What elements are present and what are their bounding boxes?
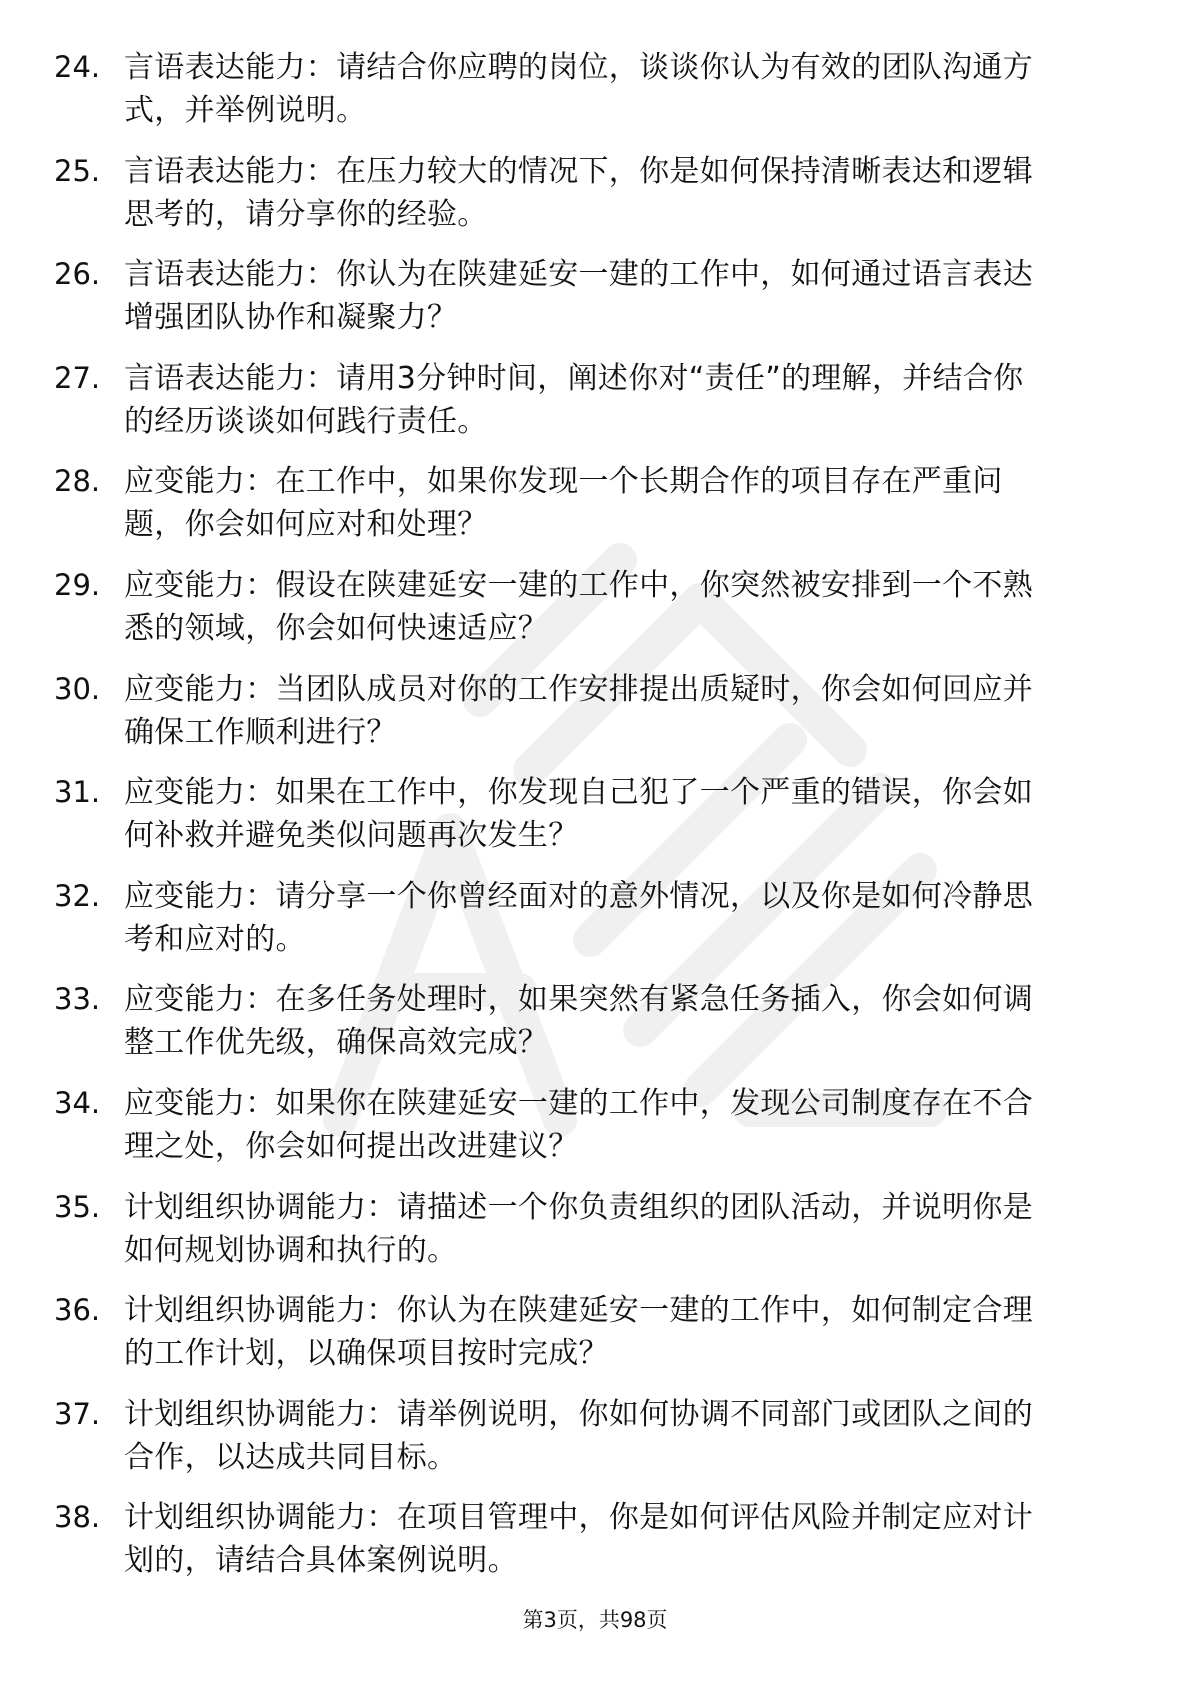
question-item	[54, 46, 1134, 150]
question-number: 28.	[54, 464, 101, 499]
question-item	[54, 150, 1134, 254]
question-text: 计划组织协调能力：在项目管理中，你是如何评估风险并制定应对计划的，请结合具体案例说明。	[124, 1500, 1033, 1579]
question-number: 33.	[54, 982, 101, 1017]
question-text: 应变能力：如果你在陕建延安一建的工作中，发现公司制度存在不合理之处，你会如何提出改进建议？	[124, 1085, 1033, 1164]
question-number: 30.	[54, 671, 101, 706]
question-number: 32.	[54, 878, 101, 913]
question-number: 37.	[54, 1396, 101, 1431]
question-text: 计划组织协调能力：请描述一个你负责组织的团队活动，并说明你是如何规划协调和执行的。	[124, 1189, 1033, 1268]
question-number: 38.	[54, 1500, 101, 1535]
question-item	[54, 1289, 1134, 1393]
question-item	[54, 1496, 1134, 1600]
page-footer: 第3页，共98页	[522, 1608, 668, 1632]
question-item	[54, 978, 1134, 1082]
question-text: 应变能力：如果在工作中，你发现自己犯了一个严重的错误，你会如何补救并避免类似问题再次发生？	[124, 775, 1033, 854]
question-item	[54, 875, 1134, 979]
question-item	[54, 460, 1134, 564]
question-text: 计划组织协调能力：你认为在陕建延安一建的工作中，如何制定合理的工作计划，以确保项目按时完成？	[124, 1293, 1033, 1372]
question-text: 言语表达能力：在压力较大的情况下，你是如何保持清晰表达和逻辑思考的，请分享你的经验。	[124, 153, 1033, 232]
question-number: 25.	[54, 153, 101, 188]
question-item	[54, 253, 1134, 357]
question-list	[54, 46, 1134, 1600]
question-number: 35.	[54, 1189, 101, 1224]
question-number: 31.	[54, 775, 101, 810]
question-item	[54, 357, 1134, 461]
question-text: 计划组织协调能力：请举例说明，你如何协调不同部门或团队之间的合作，以达成共同目标。	[124, 1396, 1033, 1475]
question-number: 29.	[54, 567, 101, 602]
question-text: 言语表达能力：请用3分钟时间，阐述你对“责任”的理解，并结合你的经历谈谈如何践行责任。	[124, 360, 1024, 439]
question-item	[54, 1393, 1134, 1497]
question-item	[54, 1186, 1134, 1290]
question-item	[54, 564, 1134, 668]
question-item	[54, 771, 1134, 875]
question-item	[54, 668, 1134, 772]
question-item	[54, 1082, 1134, 1186]
question-text: 言语表达能力：你认为在陕建延安一建的工作中，如何通过语言表达增强团队协作和凝聚力？	[124, 257, 1033, 336]
question-text: 应变能力：在多任务处理时，如果突然有紧急任务插入，你会如何调整工作优先级，确保高效完成？	[124, 982, 1033, 1061]
question-number: 34.	[54, 1085, 101, 1120]
question-number: 24.	[54, 50, 101, 84]
question-text: 应变能力：请分享一个你曾经面对的意外情况，以及你是如何冷静思考和应对的。	[124, 878, 1033, 957]
question-number: 27.	[54, 360, 101, 395]
question-number: 36.	[54, 1293, 101, 1328]
question-text: 应变能力：当团队成员对你的工作安排提出质疑时，你会如何回应并确保工作顺利进行？	[124, 671, 1033, 750]
question-text: 应变能力：假设在陕建延安一建的工作中，你突然被安排到一个不熟悉的领域，你会如何快速适应？	[124, 567, 1033, 646]
question-text: 应变能力：在工作中，如果你发现一个长期合作的项目存在严重问题，你会如何应对和处理？	[124, 464, 1003, 543]
question-number: 26.	[54, 257, 101, 292]
question-text: 言语表达能力：请结合你应聘的岗位，谈谈你认为有效的团队沟通方式，并举例说明。	[124, 50, 1033, 128]
